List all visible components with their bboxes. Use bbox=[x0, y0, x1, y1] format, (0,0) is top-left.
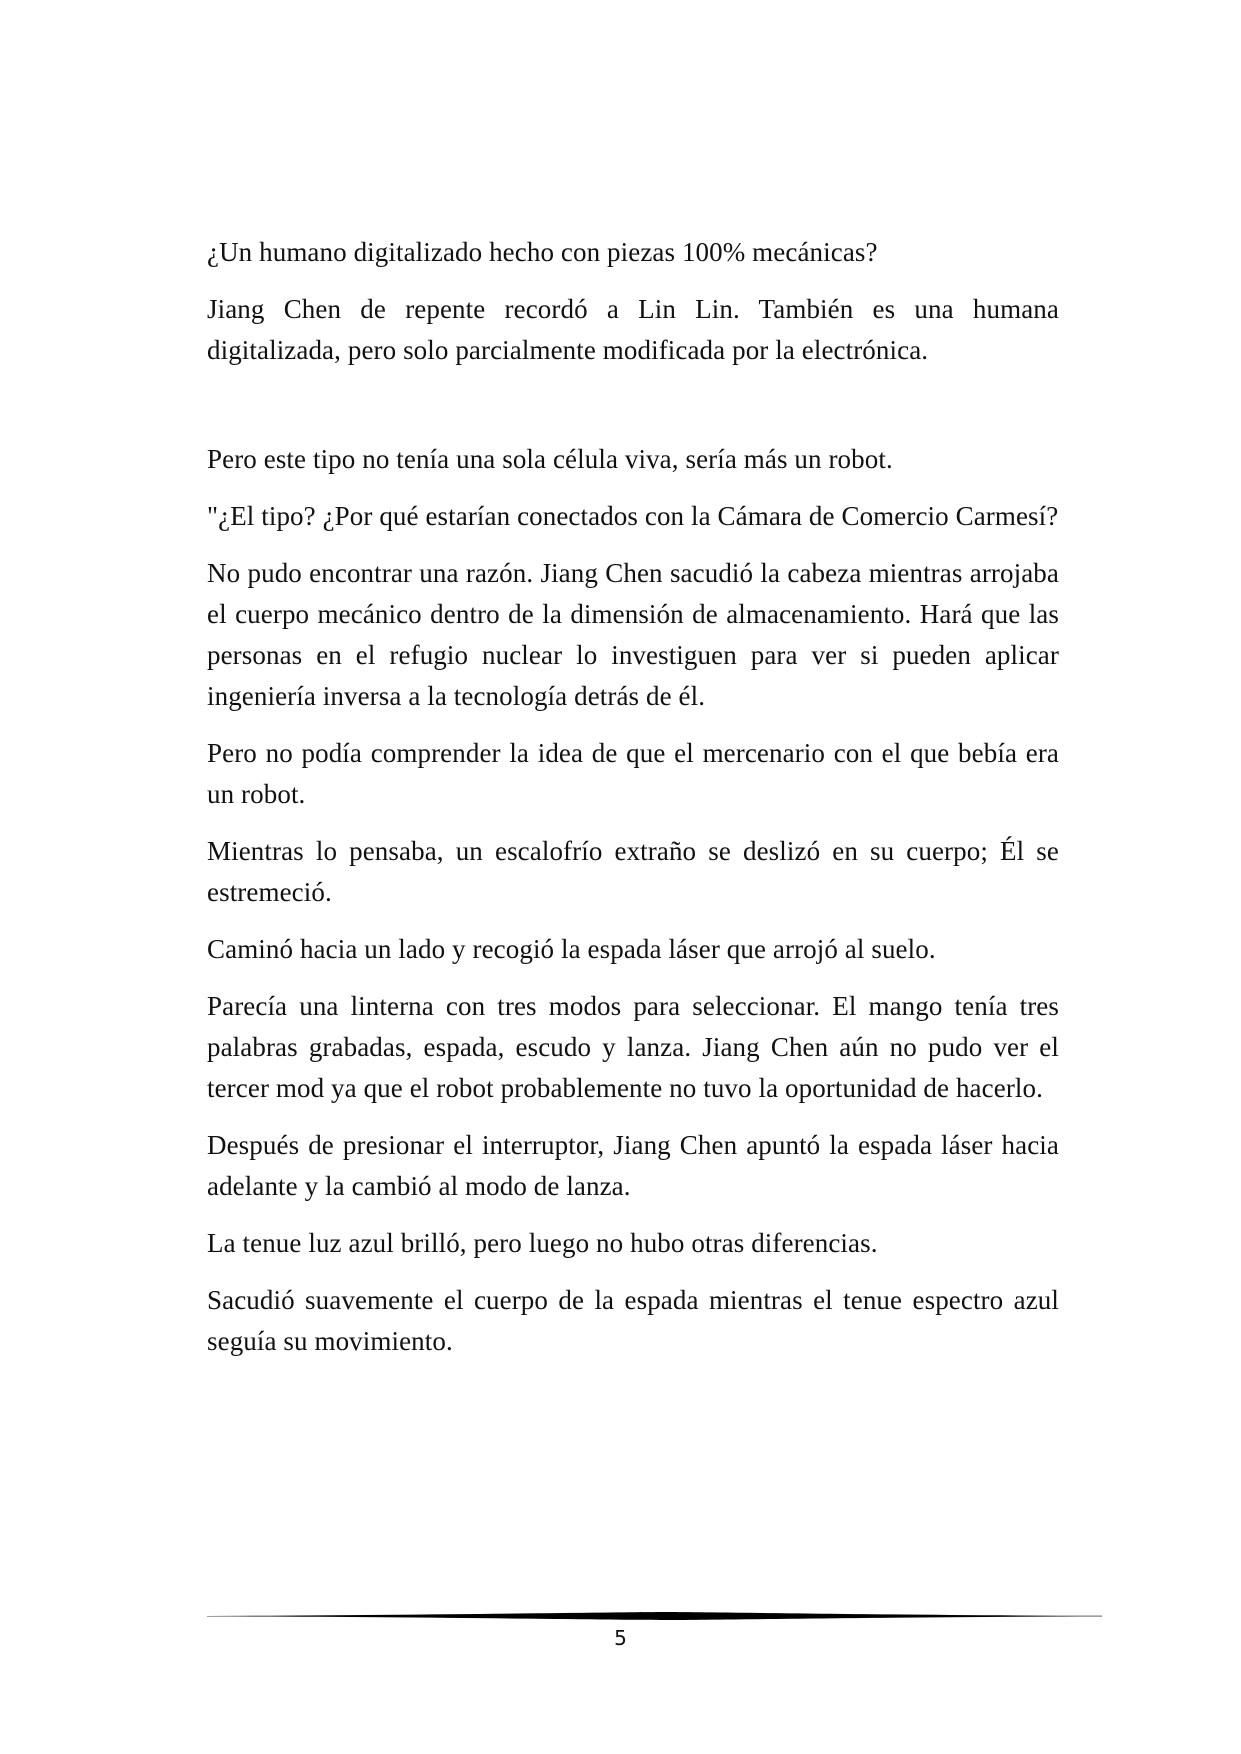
paragraph: No pudo encontrar una razón. Jiang Chen sacudió la cabeza mientras arrojaba el cuerpo mecánico dentro de la dimensión de almacenamiento. Hará que las personas en el refugio nuclear lo investiguen para ver si pueden aplicar ingeniería inversa a la tecnología detrás de él. bbox=[207, 558, 1059, 711]
paragraph: Pero este tipo no tenía una sola célula viva, sería más un robot. bbox=[207, 444, 893, 474]
paragraph: Después de presionar el interruptor, Jiang Chen apuntó la espada láser hacia adelante y la cambió al modo de lanza. bbox=[207, 1130, 1059, 1201]
paragraph: Sacudió suavemente el cuerpo de la espada mientras el tenue espectro azul seguía su movimiento. bbox=[207, 1285, 1059, 1356]
paragraph: La tenue luz azul brilló, pero luego no hubo otras diferencias. bbox=[207, 1228, 878, 1258]
paragraph: Caminó hacia un lado y recogió la espada láser que arrojó al suelo. bbox=[207, 934, 936, 964]
paragraph: Parecía una linterna con tres modos para seleccionar. El mango tenía tres palabras grabadas, espada, escudo y lanza. Jiang Chen aún no pudo ver el tercer mod ya que el robot probablemente no tuvo la oportunidad de hacerlo. bbox=[207, 991, 1059, 1103]
section-gap bbox=[207, 383, 1059, 439]
page-number: 5 bbox=[614, 1626, 627, 1650]
body-text bbox=[207, 232, 1059, 1378]
paragraph: ¿Un humano digitalizado hecho con piezas 100% mecánicas? bbox=[207, 237, 878, 267]
paragraph: "¿El tipo? ¿Por qué estarían conectados con la Cámara de Comercio Carmesí? bbox=[207, 501, 1059, 531]
paragraph: Mientras lo pensaba, un escalofrío extraño se deslizó en su cuerpo; Él se estremeció. bbox=[207, 836, 1059, 907]
paragraph: Jiang Chen de repente recordó a Lin Lin. También es una humana digitalizada, pero solo parcialmente modificada por la electrónica. bbox=[207, 294, 1059, 365]
paragraph: Pero no podía comprender la idea de que el mercenario con el que bebía era un robot. bbox=[207, 738, 1059, 809]
footer-divider bbox=[207, 1610, 1102, 1622]
